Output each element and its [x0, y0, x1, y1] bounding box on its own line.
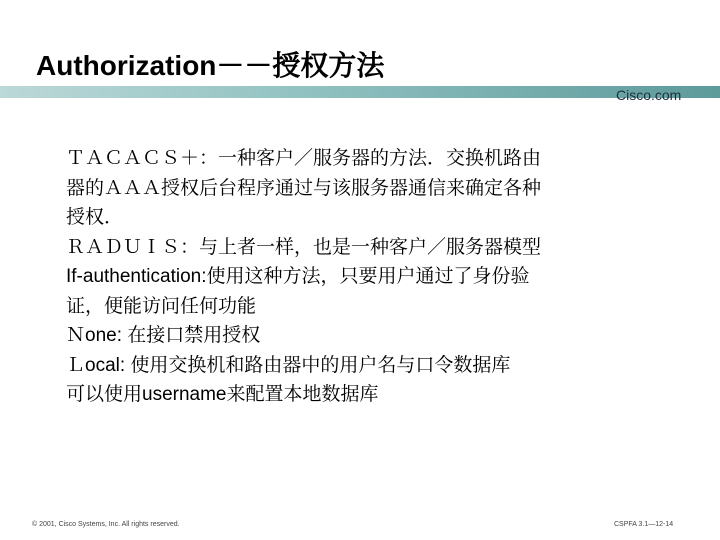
cisco-logo-text: Cisco.com [616, 87, 682, 103]
body-line: ＲＡＤＵＩＳ：与上者一样，也是一种客户／服务器模型 [66, 236, 542, 258]
slide-body [66, 144, 686, 410]
body-line: 证，便能访问任何功能 [66, 295, 257, 317]
body-line: 可以使用username来配置本地数据库 [66, 384, 379, 405]
slide-title: Authorization－－授权方法 [36, 50, 385, 81]
title-underline-bar [0, 86, 720, 98]
body-line: If-authentication:使用这种方法，只要用户通过了身份验 [66, 266, 530, 287]
body-line: ＴＡＣＡＣＳ＋：一种客户／服务器的方法．交换机路由 [66, 148, 542, 169]
body-line: Ｎone: 在接口禁用授权 [66, 325, 261, 346]
slide-number-footer: CSPFA 3.1—12-14 [614, 521, 674, 528]
body-line: 器的ＡＡＡ授权后台程序通过与该服务器通信来确定各种 [66, 177, 542, 199]
copyright-footer: © 2001, Cisco Systems, Inc. All rights reserved. [32, 521, 180, 528]
body-line: Ｌocal: 使用交换机和路由器中的用户名与口令数据库 [66, 354, 511, 376]
body-line: 授权． [66, 207, 124, 228]
